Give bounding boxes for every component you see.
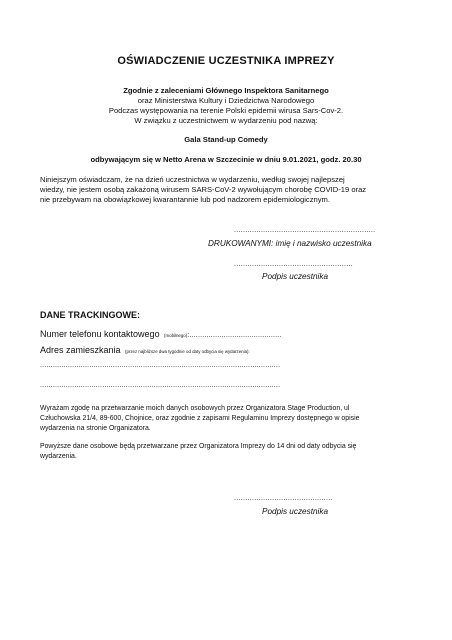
event-name: Gala Stand-up Comedy [184, 135, 268, 144]
name-dots: ............................................................... [234, 227, 376, 234]
consent-line-2: Człuchowska 21/4, 89-600, Chojnice, oraz zgodnie z zapisami Regulaminu Imprezy dostępnego w opisie [40, 415, 360, 422]
address-row [40, 340, 250, 358]
header-line-3: Podczas występowania na terenie Polski epidemii wirusa Sars-Cov-2. [108, 106, 344, 115]
header-line-1: Zgodnie z zaleceniami Głównego Inspektora Sanitarnego [123, 86, 329, 95]
header-line-2: oraz Ministerstwa Kultury i Dziedzictwa Narodowego [137, 96, 315, 105]
phone-hint: (mobilnego) [164, 333, 188, 338]
consent-line-3: wydarzenia na stronie Organizatora. [40, 425, 151, 432]
declaration-line-2: wiedzy, nie jestem osobą zakażoną wirusem SARS-CoV-2 wywołującym chorobę COVID-19 oraz [40, 185, 367, 194]
retention-line-2: wydarzenia. [40, 453, 77, 460]
consent-line-1: Wyrażam zgodę na przetwarzanie moich danych osobowych przez Organizatora Stage Production, ul [40, 405, 350, 412]
phone-label: Numer telefonu kontaktowego [40, 329, 160, 339]
header-line-4: W związku z uczestnictwem w wydarzeniu pod nazwą: [134, 116, 318, 125]
tracking-heading: DANE TRACKINGOWE: [40, 310, 140, 320]
name-label: DRUKOWANYMI: imię i nazwisko uczestnika [208, 239, 372, 248]
address-hint: (przez najbliższe dwa tygodnie od daty odbycia się wydarzenia): [125, 349, 250, 354]
address-dots-line-1: ................................................................................................................ [40, 362, 281, 369]
signature-label-1: Podpis uczestnika [262, 272, 328, 281]
document-title: OŚWIADCZENIE UCZESTNIKA IMPREZY [117, 55, 335, 67]
signature-label-2: Podpis uczestnika [262, 507, 328, 516]
signature-dots-1: ..................................................... [234, 261, 353, 268]
retention-line-1: Powyższe dane osobowe będą przetwarzane przez Organizatora Imprezy do 14 dni od daty odbycia się [40, 443, 357, 450]
signature-dots-2: ............................................ [234, 495, 333, 502]
declaration-line-3: nie przebywam na obowiązkowej kwarantannie lub pod nadzorem epidemiologicznym. [40, 195, 330, 204]
declaration-line-1: Niniejszym oświadczam, że na dzień uczestnictwa w wydarzeniu, według swojej najlepszej [40, 175, 345, 184]
address-label: Adres zamieszkania [40, 345, 121, 355]
phone-dots: :........................................... [187, 332, 282, 339]
event-details: odbywającym się w Netto Arena w Szczecinie w dniu 9.01.2021, godz. 20.30 [90, 155, 362, 164]
address-dots-line-2: ................................................................................................................ [40, 382, 281, 389]
